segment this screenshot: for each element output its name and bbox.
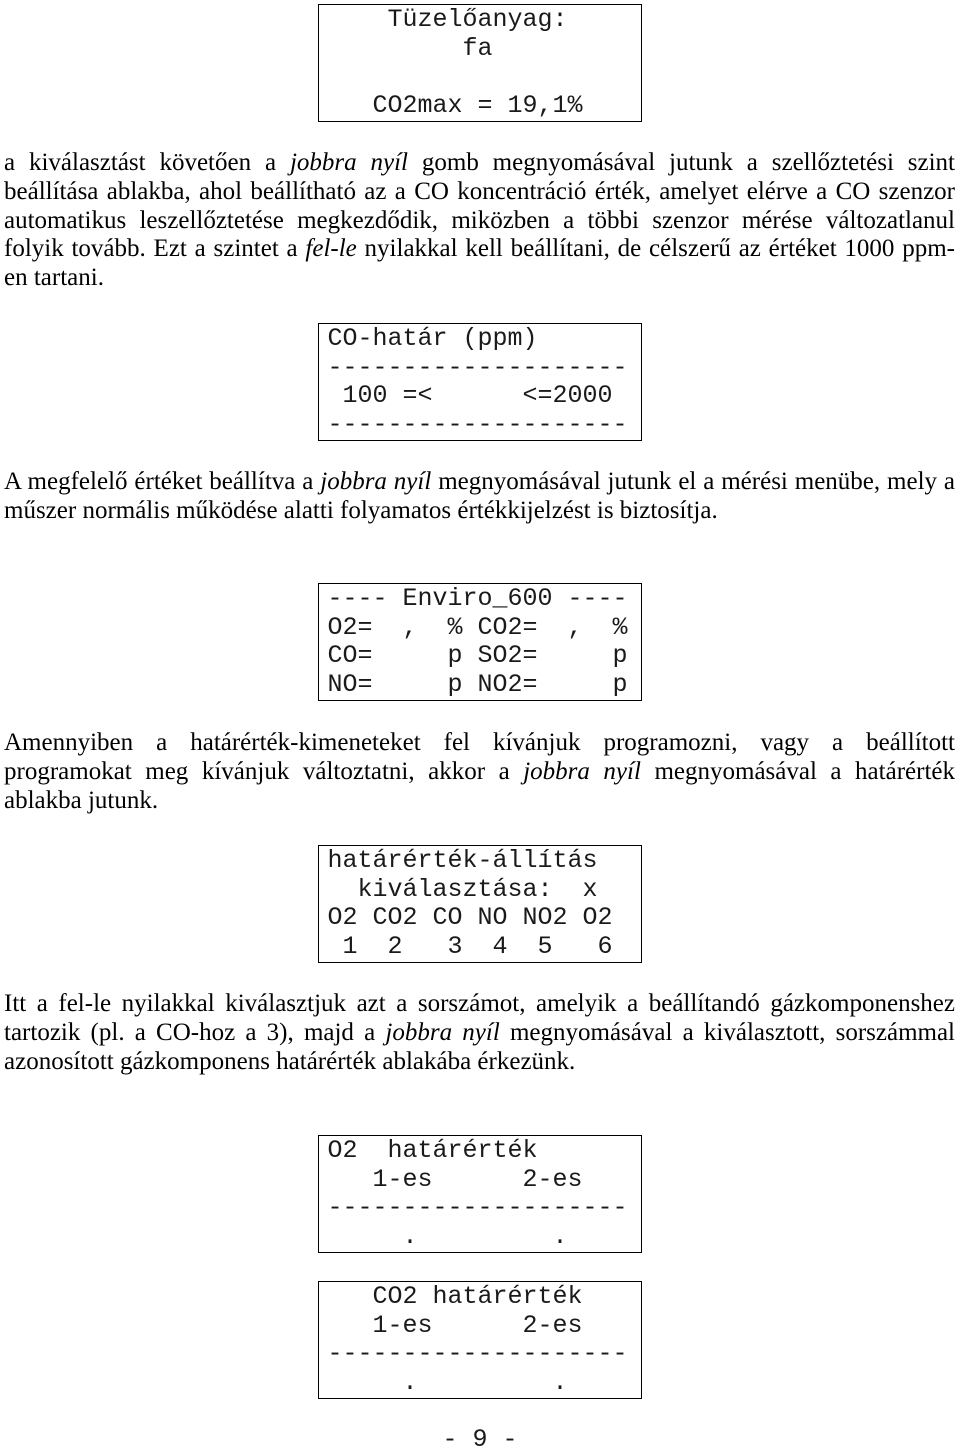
fuel-display	[318, 4, 642, 122]
display-line: CO-határ (ppm)	[327, 324, 538, 353]
paragraph-line	[4, 758, 955, 787]
paragraph-line: beállítása ablakba, ahol beállítható az a CO koncentráció érték, amelyet elérve a CO szenzor	[4, 177, 955, 205]
paragraph-line	[4, 149, 955, 178]
measurement-display	[318, 583, 642, 701]
limit-select-display	[318, 845, 642, 963]
emphasis-text: jobbra nyíl	[523, 757, 641, 785]
text-run: gomb megnyomásával jutunk a szellőztetési szint	[408, 149, 955, 176]
paragraph-line: Itt a fel-le nyilakkal kiválasztjuk azt a sorszámot, amelyik a beállítandó gázkomponenshez	[4, 990, 955, 1017]
display-line: --------------------	[327, 352, 628, 382]
display-line: --------------------	[327, 1339, 628, 1368]
display-line: kiválasztása: x	[357, 874, 598, 904]
co-limit-display	[318, 323, 642, 441]
text-run: megnyomásával jutunk el a mérési menübe, mely a	[431, 468, 956, 495]
display-line: Tüzelőanyag:	[387, 5, 568, 34]
paragraph-line: en tartani.	[4, 264, 104, 291]
paragraph-line	[4, 235, 955, 264]
paragraph-line: azonosított gázkomponens határérték ablakába érkezünk.	[4, 1047, 576, 1075]
paragraph-line: Amennyiben a határérték-kimeneteket fel kívánjuk programozni, vagy a beállított	[4, 729, 955, 756]
text-run: a kiválasztást követően a	[4, 149, 290, 176]
display-line: --------------------	[327, 1193, 628, 1222]
display-line: ---- Enviro_600 ----	[327, 584, 628, 613]
paragraph	[4, 729, 955, 815]
text-run: megnyomásával a határérték	[640, 757, 955, 785]
display-line: O2 határérték	[327, 1136, 538, 1165]
emphasis-text: fel-le	[305, 235, 357, 263]
emphasis-text: jobbra nyíl	[320, 468, 432, 495]
paragraph	[4, 468, 955, 526]
display-line: fa	[462, 33, 493, 63]
paragraph	[4, 149, 955, 293]
display-line: határérték-állítás	[327, 846, 598, 875]
display-line: --------------------	[327, 409, 628, 439]
display-line: 1 2 3 4 5 6	[342, 931, 613, 961]
text-run: megnyomásával a kiválasztott, sorszámmal	[499, 1018, 955, 1046]
display-line: . .	[402, 1221, 568, 1251]
page-number: - 9 -	[442, 1425, 518, 1448]
text-run: tartozik (pl. a CO-hoz a 3), majd a	[4, 1018, 386, 1046]
paragraph-line: automatikus leszellőztetése megkezdődik, miközben a többi szenzor mérése változatlanul	[4, 206, 955, 234]
paragraph-line: ablakba jutunk.	[4, 786, 159, 814]
display-line: 100 =< <=2000	[342, 381, 613, 410]
text-run: folyik tovább. Ezt a szintet a	[4, 235, 306, 263]
text-run: nyilakkal kell beállítani, de célszerű az értéket 1000 ppm-	[356, 235, 955, 263]
emphasis-text: jobbra nyíl	[289, 149, 408, 176]
display-line: O2 CO2 CO NO NO2 O2	[327, 903, 613, 932]
paragraph	[4, 990, 955, 1076]
display-line: 1-es 2-es	[372, 1164, 583, 1194]
co2-limit-display	[318, 1281, 642, 1399]
display-line: CO= p SO2= p	[327, 641, 628, 670]
emphasis-text: jobbra nyíl	[385, 1018, 500, 1046]
display-line: . .	[402, 1367, 568, 1397]
o2-limit-display	[318, 1135, 642, 1253]
display-line: CO2 határérték	[372, 1282, 583, 1311]
paragraph-line: műszer normális működése alatti folyamatos értékkijelzést is biztosítja.	[4, 496, 718, 524]
display-line: 1-es 2-es	[372, 1310, 583, 1340]
display-line: CO2max = 19,1%	[372, 90, 583, 120]
text-run: A megfelelő értéket beállítva a	[4, 468, 321, 495]
text-run: programokat meg kívánjuk változtatni, akkor a	[4, 757, 524, 785]
paragraph-line	[4, 1019, 955, 1048]
display-line: NO= p NO2= p	[327, 669, 628, 699]
paragraph-line	[4, 468, 955, 497]
display-line: O2= , % CO2= , %	[327, 612, 628, 642]
